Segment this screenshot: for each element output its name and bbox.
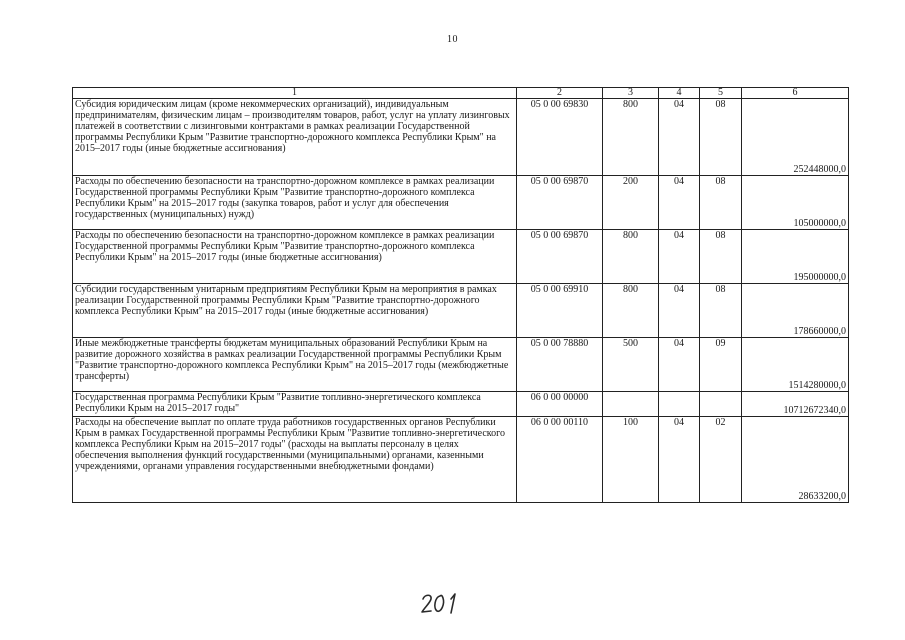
row-col-3: [603, 392, 659, 417]
header-col-5: 5: [700, 88, 742, 99]
budget-table: [72, 87, 849, 503]
page-number: 10: [447, 34, 458, 45]
row-col-4: 04: [659, 176, 700, 230]
row-col-3: 500: [603, 338, 659, 392]
row-col-4: 04: [659, 338, 700, 392]
row-description: Субсидия юридическим лицам (кроме некоммерческих организаций), индивидуальным предпринимателям, физическим лицам – производителям товаров, работ, услуг на уплату лизинговых платежей в соответствии с лизинговыми контрактами в рамках реализации Государственной программы Республики Крым "Развитие транспортно-дорожного комплекса Республики Крым" на 2015–2017 годы (иные бюджетные ассигнования): [73, 99, 517, 176]
table-row: [73, 230, 849, 284]
table-row: [73, 176, 849, 230]
table-row: [73, 392, 849, 417]
row-amount: 178660000,0: [742, 284, 849, 338]
table-row: [73, 417, 849, 503]
row-code: 05 0 00 69830: [517, 99, 603, 176]
header-col-6: 6: [742, 88, 849, 99]
row-col-5: 02: [700, 417, 742, 503]
row-description: Государственная программа Республики Крым "Развитие топливно-энергетического комплекса Республики Крым на 2015–2017 годы": [73, 392, 517, 417]
row-code: 05 0 00 69910: [517, 284, 603, 338]
row-description: Субсидии государственным унитарным предприятиям Республики Крым на мероприятия в рамках реализации Государственной программы Республики Крым "Развитие транспортно-дорожного комплекса Республики Крым" на 2015–2017 годы (иные бюджетные ассигнования): [73, 284, 517, 338]
row-code: 05 0 00 69870: [517, 230, 603, 284]
row-amount: 252448000,0: [742, 99, 849, 176]
row-code: 06 0 00 00000: [517, 392, 603, 417]
row-col-4: 04: [659, 99, 700, 176]
row-col-4: [659, 392, 700, 417]
row-col-5: 09: [700, 338, 742, 392]
row-col-3: 200: [603, 176, 659, 230]
row-col-4: 04: [659, 417, 700, 503]
row-code: 05 0 00 69870: [517, 176, 603, 230]
header-col-2: 2: [517, 88, 603, 99]
row-code: 06 0 00 00110: [517, 417, 603, 503]
row-description: Расходы по обеспечению безопасности на транспортно-дорожном комплексе в рамках реализации Государственной программы Республики Крым "Развитие транспортно-дорожного комплекса Республики Крым" на 2015–2017 годы (закупка товаров, работ и услуг для обеспечения государственных (муниципальных) нужд): [73, 176, 517, 230]
row-col-5: [700, 392, 742, 417]
row-col-3: 800: [603, 99, 659, 176]
row-col-4: 04: [659, 230, 700, 284]
row-code: 05 0 00 78880: [517, 338, 603, 392]
table-header-row: [73, 88, 849, 99]
table-row: [73, 338, 849, 392]
row-col-5: 08: [700, 284, 742, 338]
handwritten-page-mark: [420, 590, 460, 616]
row-col-3: 800: [603, 284, 659, 338]
header-col-1: 1: [73, 88, 517, 99]
row-col-3: 800: [603, 230, 659, 284]
row-col-3: 100: [603, 417, 659, 503]
row-col-5: 08: [700, 230, 742, 284]
row-description: Расходы на обеспечение выплат по оплате труда работников государственных органов Республики Крым в рамках Государственной программы Республики Крым "Развитие топливно-энергетического комплекса Республики Крым на 2015–2017 годы" (расходы на выплаты персоналу в целях обеспечения выполнения функций государственными (муниципальными) органами, казенными учреждениями, органами управления государственными внебюджетными фондами): [73, 417, 517, 503]
header-col-3: 3: [603, 88, 659, 99]
row-amount: 105000000,0: [742, 176, 849, 230]
table-row: [73, 284, 849, 338]
row-description: Иные межбюджетные трансферты бюджетам муниципальных образований Республики Крым на развитие дорожного хозяйства в рамках реализации Государственной программы Республики Крым "Развитие транспортно-дорожного комплекса Республики Крым" на 2015–2017 годы (межбюджетные трансферты): [73, 338, 517, 392]
row-amount: 1514280000,0: [742, 338, 849, 392]
row-col-5: 08: [700, 176, 742, 230]
row-amount: 28633200,0: [742, 417, 849, 503]
table-row: [73, 99, 849, 176]
row-description: Расходы по обеспечению безопасности на транспортно-дорожном комплексе в рамках реализации Государственной программы Республики Крым "Развитие транспортно-дорожного комплекса Республики Крым" на 2015–2017 годы (иные бюджетные ассигнования): [73, 230, 517, 284]
header-col-4: 4: [659, 88, 700, 99]
row-amount: 10712672340,0: [742, 392, 849, 417]
row-col-4: 04: [659, 284, 700, 338]
row-amount: 195000000,0: [742, 230, 849, 284]
row-col-5: 08: [700, 99, 742, 176]
